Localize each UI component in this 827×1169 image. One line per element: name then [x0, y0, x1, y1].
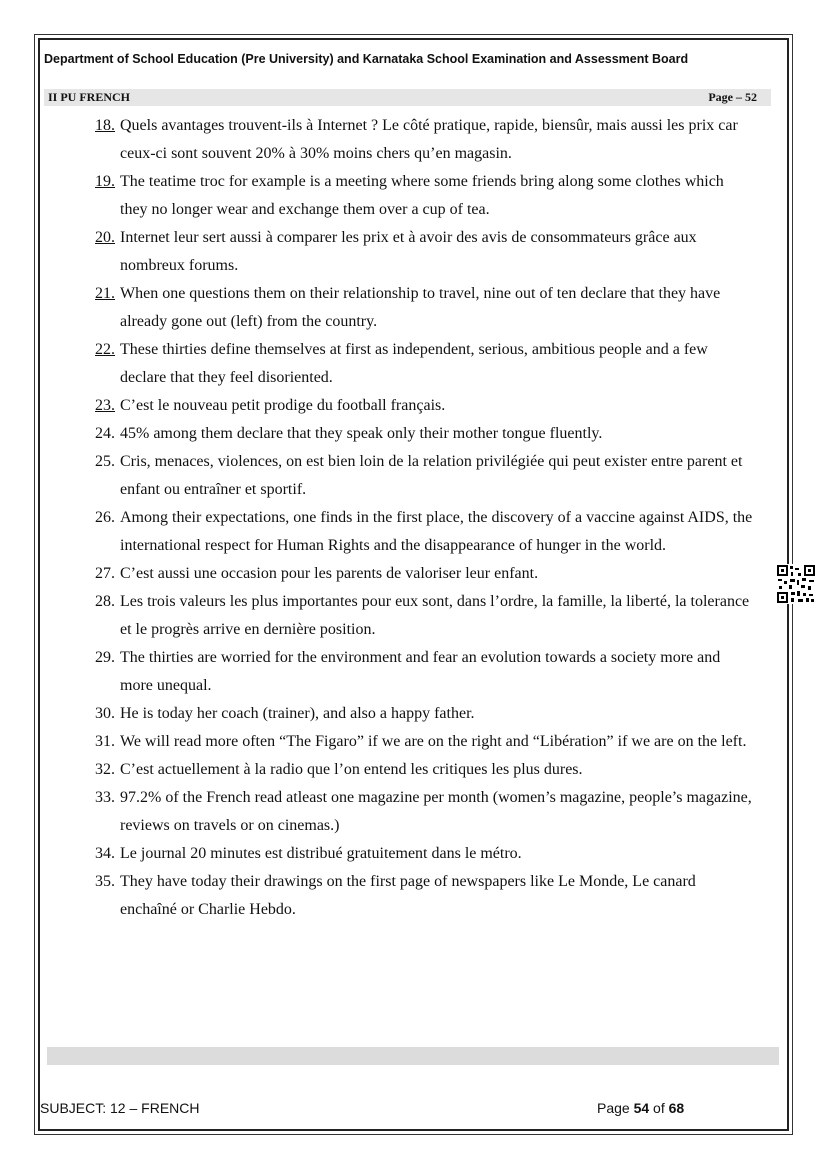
answer-item — [95, 700, 755, 728]
answer-text: These thirties define themselves at first as independent, serious, ambitious people and a few declare that they feel disoriented. — [120, 341, 708, 386]
answer-item — [95, 784, 755, 840]
course-title: II PU FRENCH — [48, 90, 131, 104]
answer-text: 97.2% of the French read atleast one magazine per month (women’s magazine, people’s magazine, reviews on travels or on cinemas.) — [120, 789, 752, 834]
answer-item — [95, 868, 755, 924]
answer-number: 31. — [95, 733, 115, 750]
footer-page-mid: of — [649, 1100, 669, 1116]
answer-number: 27. — [95, 565, 115, 582]
answer-number: 22. — [95, 341, 115, 358]
answer-number: 34. — [95, 845, 115, 862]
answer-text: The teatime troc for example is a meeting where some friends bring along some clothes which they no longer wear and exchange them over a cup of tea. — [120, 173, 724, 218]
answer-number: 35. — [95, 873, 115, 890]
answer-number: 24. — [95, 425, 115, 442]
answer-number: 32. — [95, 761, 115, 778]
answer-item — [95, 504, 755, 560]
answer-number: 33. — [95, 789, 115, 806]
answer-item — [95, 112, 755, 168]
answer-text: Among their expectations, one finds in the first place, the discovery of a vaccine against AIDS, the international respect for Human Rights and the disappearance of hunger in the world. — [120, 509, 753, 554]
answer-number: 23. — [95, 397, 115, 414]
answer-item — [95, 448, 755, 504]
page-label: Page – 52 — [708, 90, 757, 104]
qr-code-icon — [776, 564, 816, 604]
answer-text: Quels avantages trouvent-ils à Internet ? Le côté pratique, rapide, biensûr, mais aussi les prix car ceux-ci sont souvent 20% à 30% moins chers qu’en magasin. — [120, 117, 738, 162]
answer-number: 18. — [95, 117, 115, 134]
answer-item — [95, 224, 755, 280]
footer-page-number — [597, 1100, 684, 1116]
answer-text: C’est aussi une occasion pour les parents de valoriser leur enfant. — [120, 565, 539, 582]
answer-number: 20. — [95, 229, 115, 246]
answer-text: They have today their drawings on the first page of newspapers like Le Monde, Le canard enchaîné or Charlie Hebdo. — [120, 873, 696, 918]
footer-subject: SUBJECT: 12 – FRENCH — [40, 1100, 200, 1116]
answer-text: Les trois valeurs les plus importantes pour eux sont, dans l’ordre, la famille, la liberté, la tolerance et le progrès arrive en dernière position. — [120, 593, 750, 638]
answer-number: 21. — [95, 285, 115, 302]
department-header: Department of School Education (Pre University) and Karnataka School Examination and Assessment Board — [44, 52, 689, 66]
answer-item — [95, 392, 755, 420]
answer-item — [95, 560, 755, 588]
answer-list — [95, 112, 755, 924]
answer-item — [95, 336, 755, 392]
answer-item — [95, 588, 755, 644]
answer-item — [95, 728, 755, 756]
answer-text: C’est actuellement à la radio que l’on entend les critiques les plus dures. — [120, 761, 583, 778]
answer-number: 25. — [95, 453, 115, 470]
answer-item — [95, 420, 755, 448]
footer-page-total: 68 — [668, 1100, 685, 1116]
answer-text: 45% among them declare that they speak only their mother tongue fluently. — [120, 425, 603, 442]
answer-text: Le journal 20 minutes est distribué gratuitement dans le métro. — [120, 845, 522, 862]
answer-number: 26. — [95, 509, 115, 526]
answer-text: Cris, menaces, violences, on est bien loin de la relation privilégiée qui peut exister entre parent et enfant ou entraîner et sportif. — [120, 453, 743, 498]
answer-text: He is today her coach (trainer), and also a happy father. — [120, 705, 475, 722]
answer-item — [95, 644, 755, 700]
answer-text: We will read more often “The Figaro” if we are on the right and “Libération” if we are on the left. — [120, 733, 747, 750]
answer-number: 30. — [95, 705, 115, 722]
answer-text: C’est le nouveau petit prodige du football français. — [120, 397, 446, 414]
answer-number: 19. — [95, 173, 115, 190]
course-header-bar — [44, 89, 771, 106]
answer-text: When one questions them on their relationship to travel, nine out of ten declare that they have already gone out (left) from the country. — [120, 285, 721, 330]
footer-page-prefix: Page — [597, 1100, 634, 1116]
footer-page-current: 54 — [633, 1100, 650, 1116]
answer-number: 29. — [95, 649, 115, 666]
answer-item — [95, 756, 755, 784]
answer-item — [95, 840, 755, 868]
footer-bar — [47, 1047, 779, 1065]
answer-text: Internet leur sert aussi à comparer les prix et à avoir des avis de consommateurs grâce aux nombreux forums. — [120, 229, 697, 274]
answer-text: The thirties are worried for the environment and fear an evolution towards a society more and more unequal. — [120, 649, 721, 694]
answer-number: 28. — [95, 593, 115, 610]
answer-item — [95, 168, 755, 224]
answer-item — [95, 280, 755, 336]
